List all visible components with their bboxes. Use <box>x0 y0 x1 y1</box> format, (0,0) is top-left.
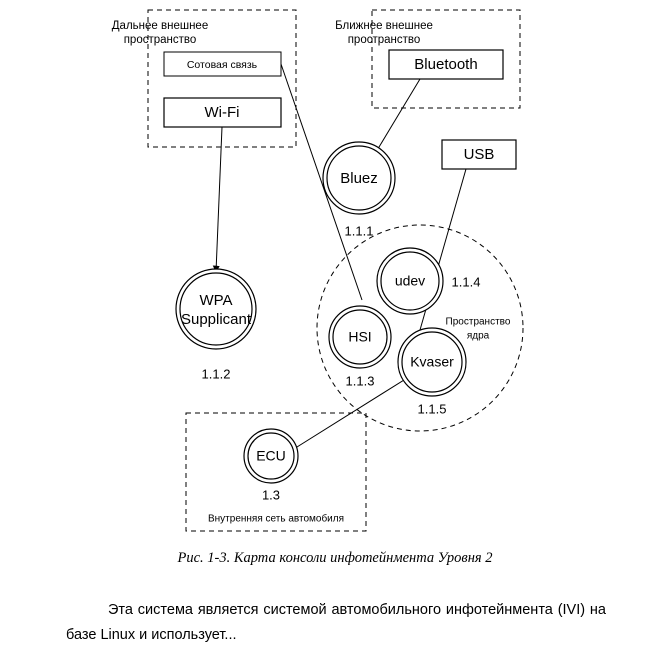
node-kvaser-number: 1.1.5 <box>417 401 447 417</box>
edge-wifi-to-wpa-supplicant <box>216 127 222 272</box>
paragraph-text: Эта система является системой автомобильного инфотейнмента (IVI) на базе Linux и использует... <box>66 602 606 643</box>
group-kernel-space-label-line1: Пространство <box>445 316 511 328</box>
group-far-external-space-label-line2: пространство <box>123 34 197 47</box>
box-usb-label: USB <box>463 145 495 163</box>
group-near-external-space-label-line2: пространство <box>347 34 421 47</box>
node-bluez-number: 1.1.1 <box>344 223 374 239</box>
group-kernel-space-label-line2: ядра <box>466 330 490 342</box>
node-kvaser-label: Kvaser <box>410 353 454 370</box>
node-wpa-supplicant-number: 1.1.2 <box>201 366 231 382</box>
node-wpa-supplicant-label-line1: WPA <box>199 291 233 309</box>
group-internal-car-network-label: Внутренняя сеть автомобиля <box>207 513 345 525</box>
edge-ecu-to-kvaser <box>289 380 404 452</box>
node-udev-number: 1.1.4 <box>451 274 481 290</box>
edge-bluetooth-to-bluez <box>373 79 420 157</box>
node-hsi-label: HSI <box>348 328 372 345</box>
group-far-external-space-label-line1: Дальнее внешнее <box>111 20 209 33</box>
node-wpa-supplicant-label-line2: Supplicant <box>180 310 252 328</box>
figure-caption: Рис. 1-3. Карта консоли инфотейнмента Уровня 2 <box>177 550 493 566</box>
body-paragraph <box>66 598 606 648</box>
node-udev-label: udev <box>394 272 426 289</box>
box-wifi-label: Wi-Fi <box>204 103 240 121</box>
node-ecu-label: ECU <box>256 447 286 464</box>
box-bluetooth-label: Bluetooth <box>414 55 478 73</box>
node-hsi-number: 1.1.3 <box>345 373 375 389</box>
node-bluez-label: Bluez <box>340 169 378 187</box>
node-wpa-supplicant-outer <box>176 269 256 349</box>
box-cellular-label: Сотовая связь <box>186 58 258 71</box>
group-near-external-space-label-line1: Ближнее внешнее <box>335 20 433 33</box>
node-ecu-number: 1.3 <box>261 487 281 503</box>
